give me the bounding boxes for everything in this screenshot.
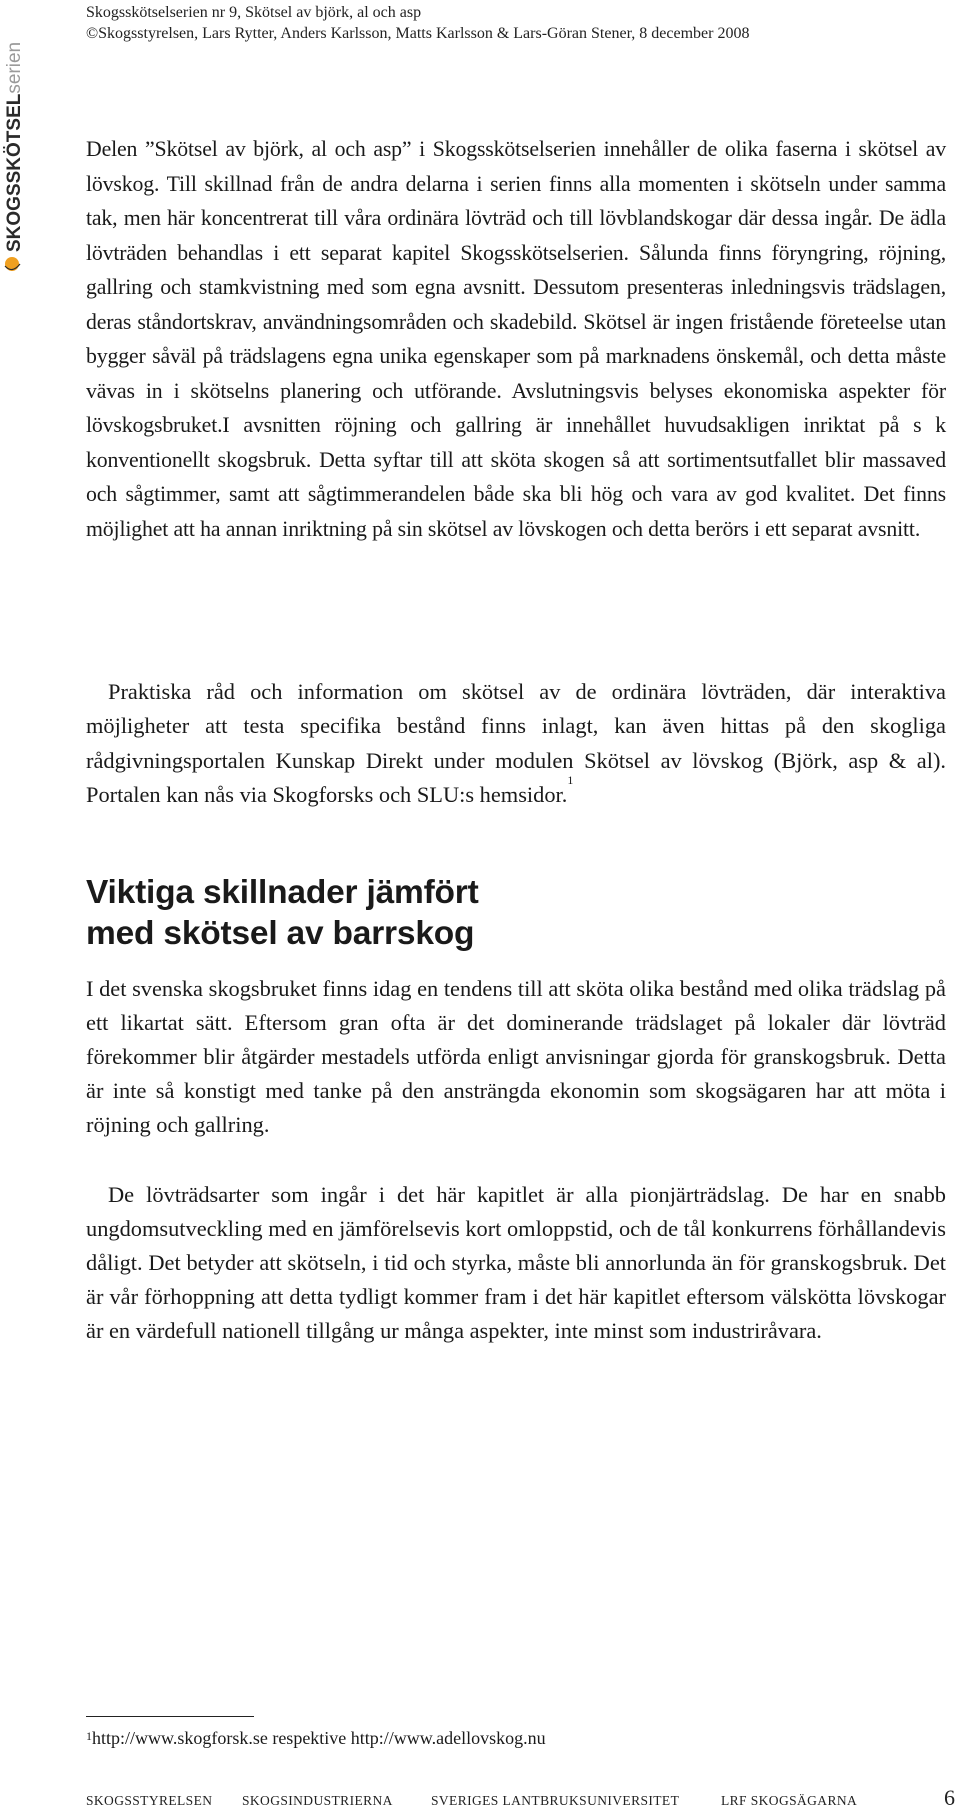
body-paragraph-1: Delen ”Skötsel av björk, al och asp” i Skogsskötselserien innehåller de olika faserna i skötsel av lövskog. Till skillnad från de andra delarna i serien finns alla momenten i skötseln under samma tak, men här koncentrerat till våra ordinära lövträd och till lövblandskogar där dessa ingår. De ädla lövträden behandlas i ett separat kapitel Skogsskötselserien. Sålunda finns föryngring, röjning, gallring och stamkvistning med som egna avsnitt. Dessutom presenteras inledningsvis trädslagen, deras ståndortskrav, användningsområden och skadebild. Skötsel är ingen fristående företeelse utan bygger såväl på trädslagens egna unika egenskaper som på marknadens önskemål, och detta måste vävas in i skötselns planering och utförande. Avslutningsvis belyses ekonomiska aspekter för lövskogsbruket.I avsnitten röjning och gallring är innehållet huvudsakligen inriktat på s k konventionellt skogsbruk. Detta syftar till att sköta skogen så att sortimentsutfallet blir massaved och sågtimmer, samt att sågtimmerandelen både ska bli hög och vara av god kvalitet. Det finns möjlighet att ha annan inriktning på sin skötsel av lövskogen och detta berörs i ett separat avsnitt. [86,137,946,541]
body-paragraph-4: De lövträdsarter som ingår i det här kapitlet är alla pionjärträdslag. De har en snabb ungdomsutveckling med en jämförelsevis kort omloppstid, och de tål konkurrens förhållandevis dåligt. Det betyder att skötseln, i tid och styrka, måste bli annorlunda än för granskogsbruk. Det är vår förhoppning att detta tydligt kommer fram i det här kapitlet eftersom välskötta lövskogar är en värdefull nationell tillgång ur många aspekter, inte minst som industriråvara. [86,1182,946,1343]
footer-org-lrf: LRF SKOGSÄGARNA [721,1793,858,1808]
section-heading-line-1: Viktiga skillnader jämfört [86,874,479,911]
footer-org-skogsindustrierna: SKOGSINDUSTRIERNA [242,1793,393,1808]
logo-graphic [0,38,28,278]
running-header [86,2,749,44]
skogsskotsel-logo [0,38,28,278]
footer-org-slu: SVERIGES LANTBRUKSUNIVERSITET [431,1793,680,1808]
body-paragraph-3: I det svenska skogsbruket finns idag en tendens till att sköta olika bestånd med olika trädslag på ett likartat sätt. Eftersom gran ofta är det dominerande trädslaget på lokaler där lövträd förekommer blir åtgärder mestadels utförda enligt anvisningar gjorda för granskogsbruk. Detta är inte så konstigt med tanke på den ansträngda ekonomin som skogsägaren har att möta i röjning och gallring. [86,976,946,1137]
footnote-number: 1 [86,1729,92,1743]
footer-org-skogsstyrelsen: SKOGSSTYRELSEN [86,1793,213,1808]
body-paragraph-2 [86,675,946,813]
body-paragraph-2-text: Praktiska råd och information om skötsel av de ordinära lövträden, där interaktiva möjligheter att testa specifika bestånd finns inlagt, kan även hittas på den skogliga rådgivningsportalen Kunskap Direkt under modulen Skötsel av lövskog (Björk, asp & al). Portalen kan nås via Skogforsks och SLU:s hemsidor. [86,679,946,808]
footnote-reference: 1 [567,773,574,788]
header-series-title: Skogsskötselserien nr 9, Skötsel av björk, al och asp [86,4,422,21]
logo-wordmark: SKOGSSKÖTSELserien [4,41,25,252]
section-heading-line-2: med skötsel av barrskog [86,915,475,952]
footnote-divider [86,1716,254,1717]
page-number: 6 [944,1785,956,1810]
footnote [86,1726,546,1750]
page-footer [86,1785,960,1815]
header-copyright: ©Skogsstyrelsen, Lars Rytter, Anders Karlsson, Matts Karlsson & Lars-Göran Stener, 8 december 2008 [86,25,750,42]
footnote-text: http://www.skogforsk.se respektive http://www.adellovskog.nu [92,1728,546,1748]
logo-leaf-icon [5,257,19,271]
section-heading [86,872,786,954]
